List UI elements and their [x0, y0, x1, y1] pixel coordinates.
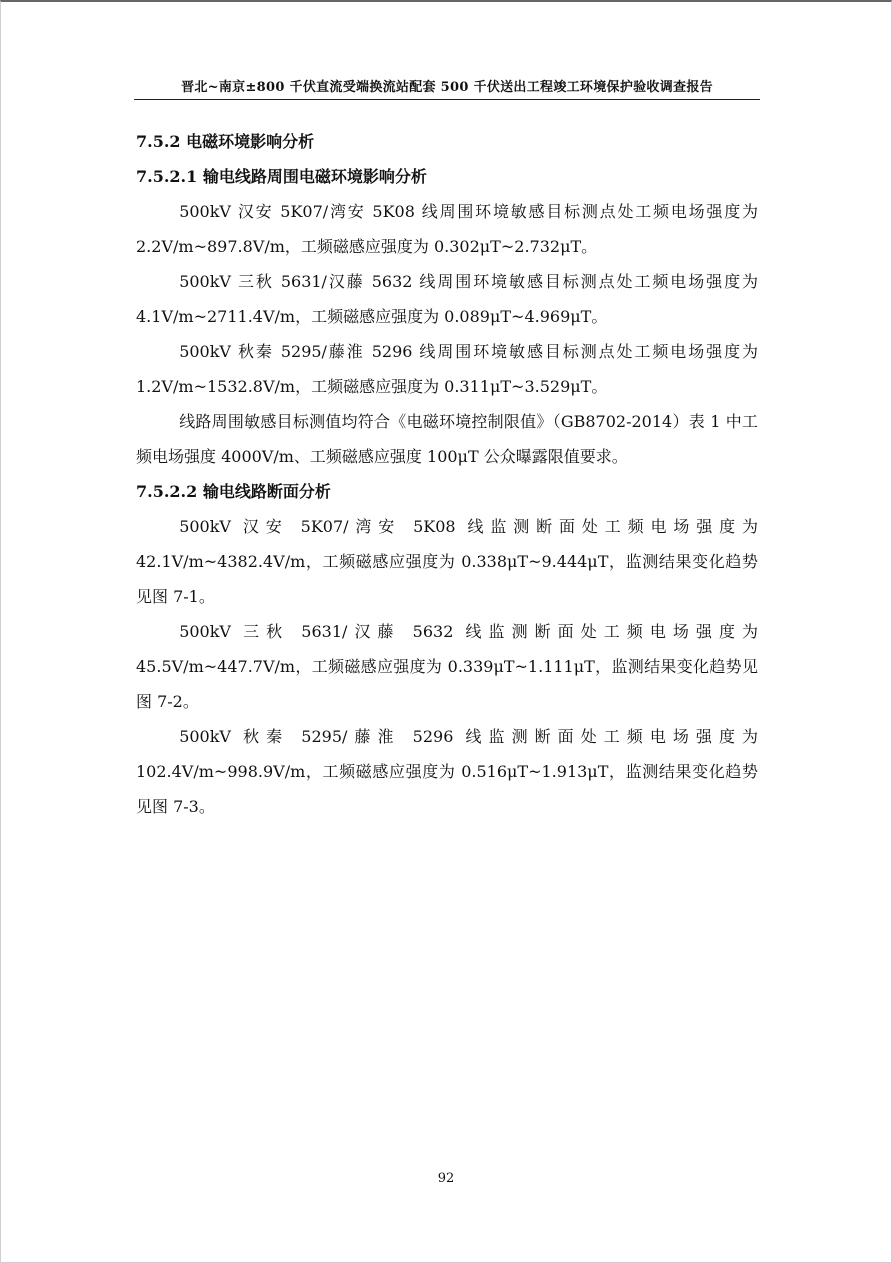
paragraph: 500kV 三秋 5631/汉藤 5632 线监测断面处工频电场强度为 45.5V/m~447.7V/m，工频磁感应强度为 0.339μT~1.111μT，监测结果变化趋势见图 7-2。: [136, 622, 758, 711]
paragraph: 500kV 三秋 5631/汉藤 5632 线周围环境敏感目标测点处工频电场强度为 4.1V/m~2711.4V/m，工频磁感应强度为 0.089μT~4.969μT。: [136, 272, 758, 326]
subsection-heading-7-5-2-1: 7.5.2.1 输电线路周围电磁环境影响分析: [136, 167, 427, 186]
paragraph: 500kV 汉安 5K07/湾安 5K08 线周围环境敏感目标测点处工频电场强度为 2.2V/m~897.8V/m，工频磁感应强度为 0.302μT~2.732μT。: [136, 202, 758, 256]
running-header: 晋北~南京±800 千伏直流受端换流站配套 500 千伏送出工程竣工环境保护验收调查报告: [181, 80, 713, 95]
paragraph: 500kV 秋秦 5295/藤淮 5296 线周围环境敏感目标测点处工频电场强度为 1.2V/m~1532.8V/m，工频磁感应强度为 0.311μT~3.529μT。: [136, 342, 758, 396]
section-heading: 7.5.2 电磁环境影响分析: [136, 132, 315, 151]
subsection-heading-7-5-2-2: 7.5.2.2 输电线路断面分析: [136, 482, 331, 501]
paragraph: 线路周围敏感目标测值均符合《电磁环境控制限值》（GB8702-2014）表 1 中工频电场强度 4000V/m、工频磁感应强度 100μT 公众曝露限值要求。: [136, 412, 758, 466]
document-body: [136, 124, 758, 824]
paragraph: 500kV 秋秦 5295/藤淮 5296 线监测断面处工频电场强度为 102.4V/m~998.9V/m，工频磁感应强度为 0.516μT~1.913μT，监测结果变化趋势见图 7-3。: [136, 727, 758, 816]
paragraph: 500kV 汉安 5K07/湾安 5K08 线监测断面处工频电场强度为 42.1V/m~4382.4V/m，工频磁感应强度为 0.338μT~9.444μT，监测结果变化趋势见图 7-1。: [136, 517, 758, 606]
page-number: 92: [437, 1171, 455, 1186]
header-rule: [134, 99, 760, 100]
